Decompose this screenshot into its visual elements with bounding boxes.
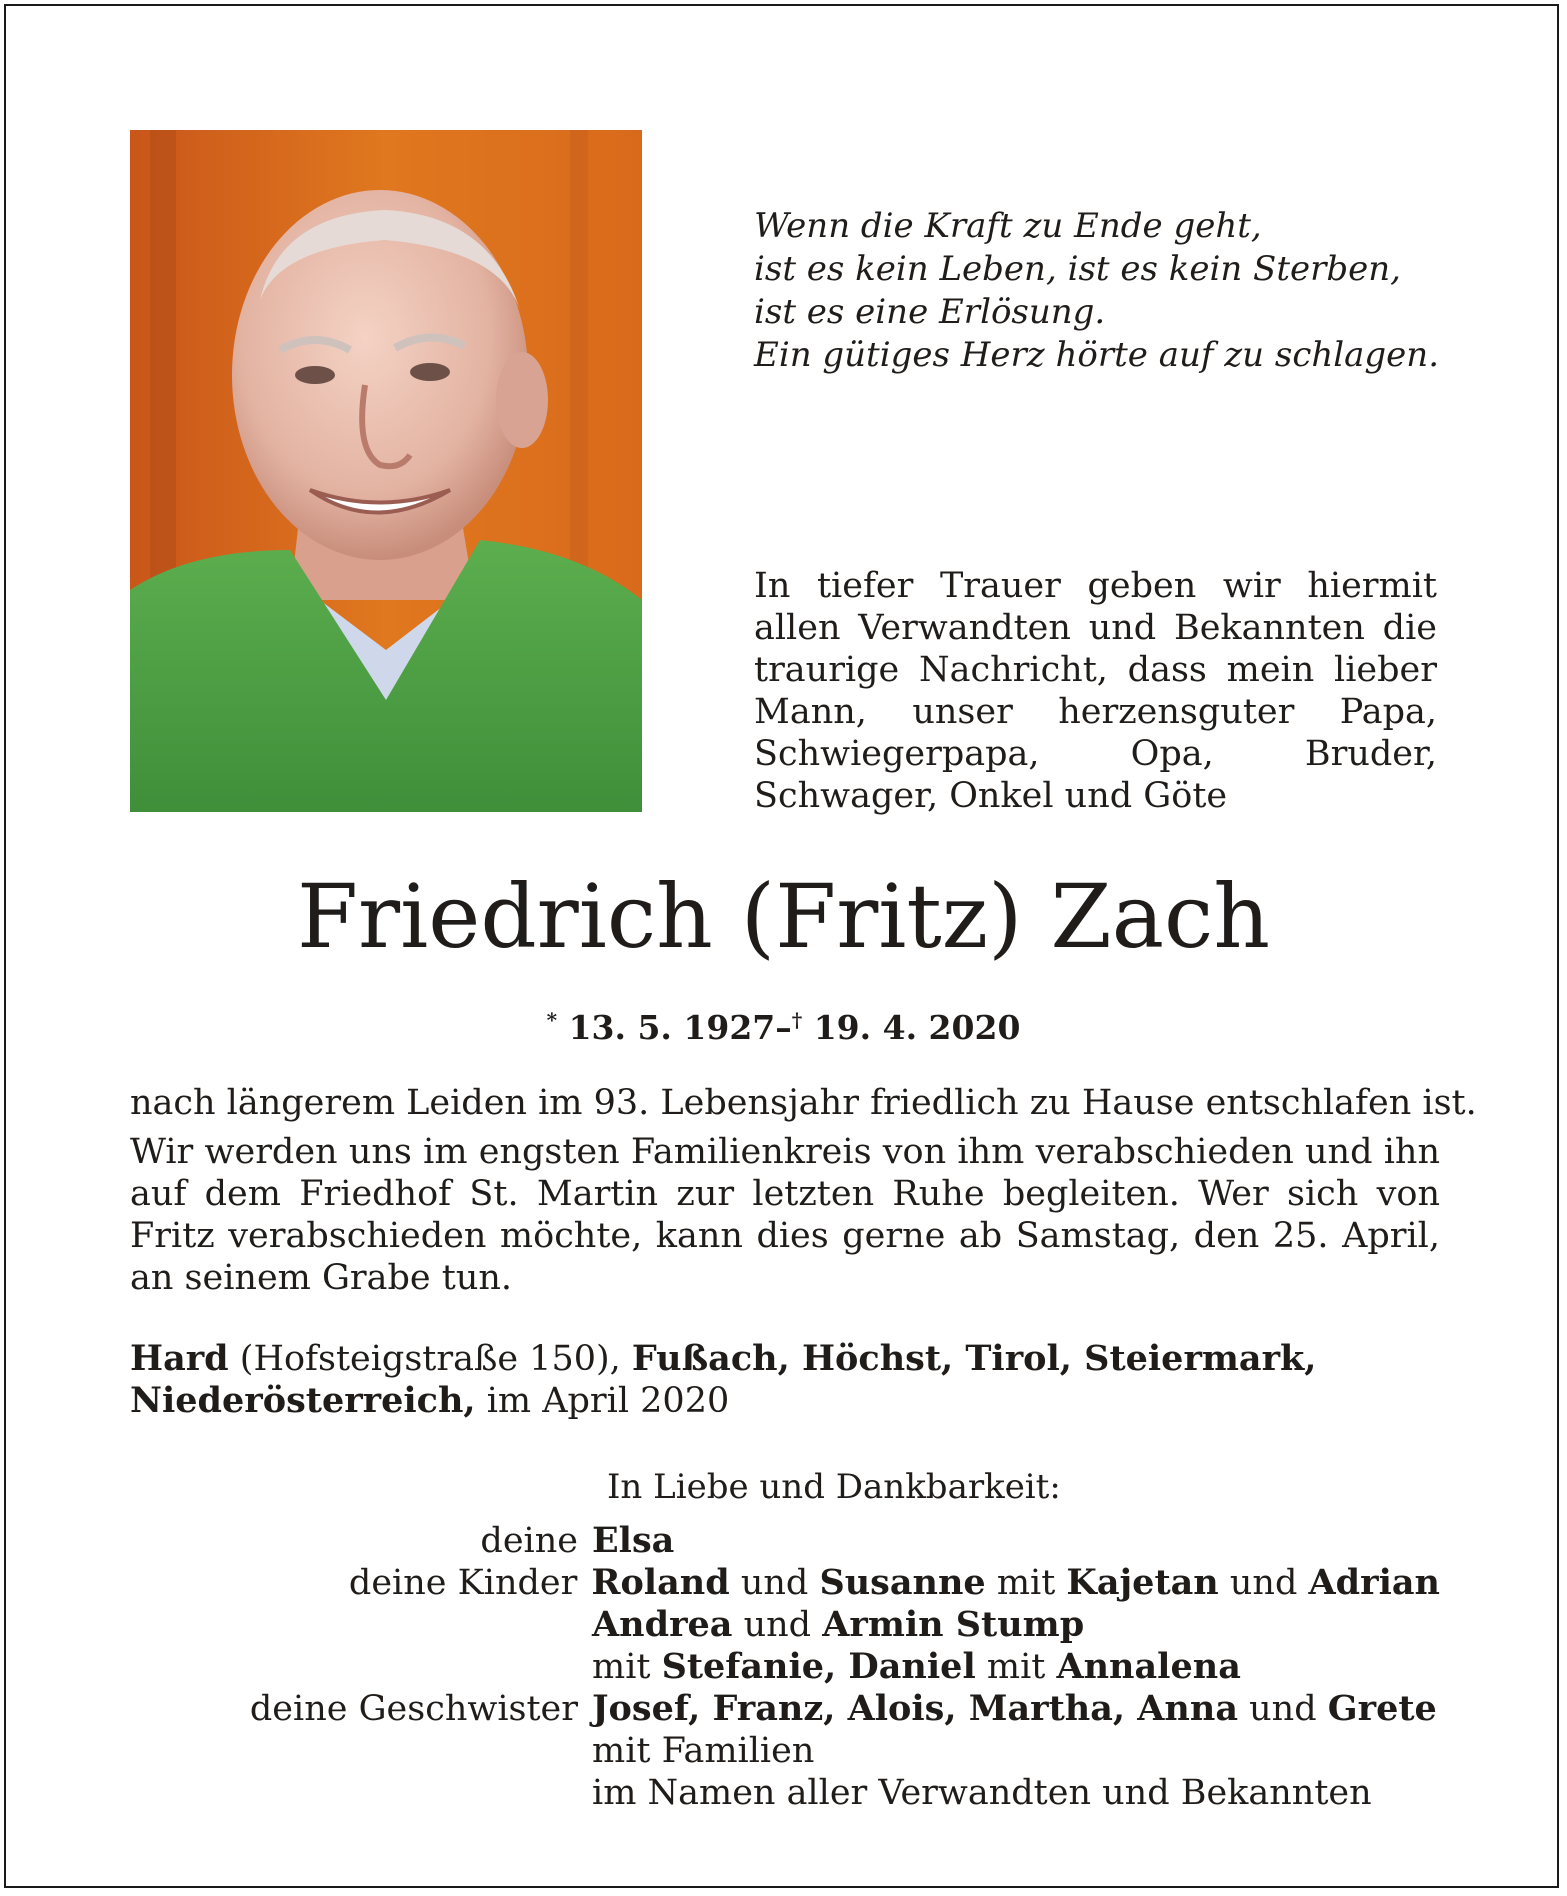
connector: und (1238, 1689, 1328, 1729)
poem-line: Wenn die Kraft zu Ende geht, (754, 206, 1262, 246)
poem-line: ist es eine Erlösung. (754, 292, 1106, 332)
poem-line: ist es kein Leben, ist es kein Sterben, (754, 249, 1401, 289)
signoff-row-kids2 (130, 1604, 1440, 1646)
family-signoff (130, 1520, 1440, 1814)
siblings-label: deine Geschwister (249, 1689, 578, 1729)
kid-name: Andrea (592, 1604, 733, 1645)
signoff-row-all (130, 1772, 1440, 1814)
grandkid-name: Kajetan (1066, 1562, 1219, 1603)
connector: und (1218, 1563, 1309, 1603)
portrait-image (130, 130, 642, 812)
kids-label: deine Kinder (348, 1563, 578, 1603)
connector: mit (592, 1647, 662, 1687)
portrait-photo (130, 130, 642, 812)
place-and-date (130, 1338, 1440, 1422)
death-symbol: † (791, 1008, 803, 1032)
place-hard: Hard (130, 1338, 229, 1379)
birth-symbol: * (546, 1008, 558, 1032)
intro-paragraph: In tiefer Trauer geben wir hiermit allen Verwandten und Bekannten die traurige Nachricht, dass mein lieber Mann, unser herzensguter Papa, Schwiegerpapa, Opa, Bruder, Schwager, Onkel und Göte (754, 566, 1437, 816)
signoff-row-siblings (130, 1688, 1440, 1730)
kid-name: Armin Stump (822, 1604, 1085, 1645)
place-towns: Fußach, Höchst, Tirol, Steiermark, (631, 1338, 1317, 1379)
signoff-row-families (130, 1730, 1440, 1772)
grandkid-name: Stefanie, Daniel (661, 1646, 976, 1687)
sibling-name: Grete (1327, 1688, 1437, 1729)
poem-line: Ein gütiges Herz hörte auf zu schlagen. (754, 335, 1439, 375)
signoff-row-kids3 (130, 1646, 1440, 1688)
passing-sentence: nach längerem Leiden im 93. Lebensjahr friedlich zu Hause entschlafen ist. (130, 1083, 1477, 1123)
poem (754, 205, 1474, 377)
deceased-name: Friedrich (Fritz) Zach (296, 865, 1271, 968)
kid-name: Susanne (819, 1562, 986, 1603)
place-noe: Niederösterreich, (130, 1380, 476, 1421)
connector: und (729, 1563, 820, 1603)
life-dates (0, 1000, 1567, 1048)
connector: und (732, 1605, 823, 1645)
signoff-row-kids (130, 1562, 1440, 1604)
families-line: mit Familien (592, 1731, 815, 1771)
great-grandkid-name: Annalena (1056, 1646, 1241, 1687)
date-separator: – (775, 1008, 792, 1047)
birth-date: 13. 5. 1927 (568, 1008, 776, 1047)
thanks-line: In Liebe und Dankbarkeit: (607, 1467, 1061, 1507)
wife-name: Elsa (592, 1520, 675, 1561)
sibling-names: Josef, Franz, Alois, Martha, Anna (592, 1688, 1238, 1729)
farewell-paragraph: Wir werden uns im engsten Familienkreis von ihm verabschieden und ihn auf dem Friedhof St. Martin zur letzten Ruhe begleiten. Wer sich von Fritz verabschieden möchte, kann dies gerne ab Samstag, den 25. April, an seinem Grabe tun. (130, 1132, 1440, 1298)
connector: mit (985, 1563, 1067, 1603)
wife-label: deine (480, 1521, 578, 1561)
signoff-row-wife (130, 1520, 1440, 1562)
connector: mit (975, 1647, 1057, 1687)
on-behalf-line: im Namen aller Verwandten und Bekannten (592, 1773, 1372, 1813)
kid-name: Roland (591, 1562, 730, 1603)
death-date: 19. 4. 2020 (813, 1008, 1021, 1047)
grandkid-name: Adrian (1308, 1562, 1440, 1603)
place-address: (Hofsteigstraße 150), (228, 1339, 632, 1379)
place-date: im April 2020 (475, 1381, 730, 1421)
